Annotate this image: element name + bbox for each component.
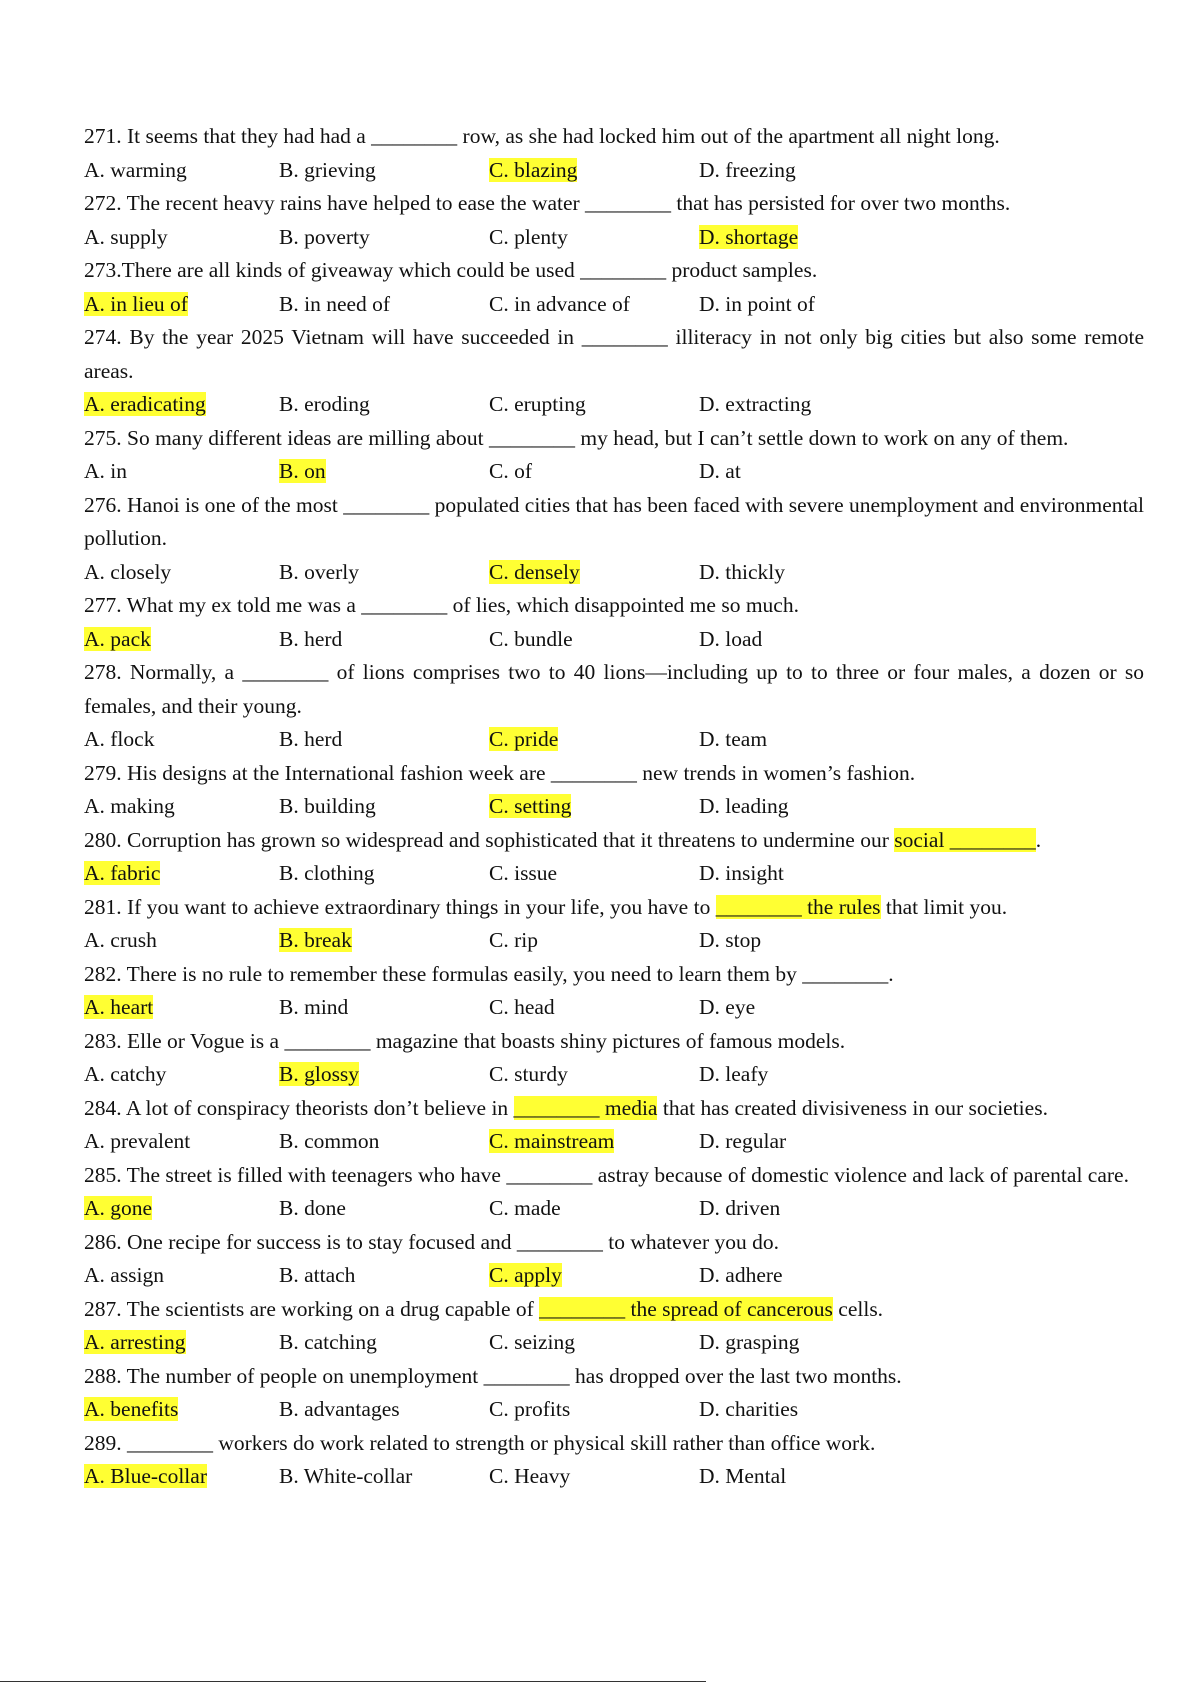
question-text: 284. A lot of conspiracy theorists don’t believe in — [84, 1095, 514, 1120]
question-stem — [84, 958, 1144, 992]
question-text: 271. It seems that they had had a ________ row, as she had locked him out of the apartment all night long. — [84, 124, 1000, 148]
answer-option: D. regular — [699, 1129, 787, 1153]
answer-option: A. crush — [84, 928, 157, 952]
option-slot — [699, 1460, 786, 1494]
question-text: 282. There is no rule to remember these formulas easily, you need to learn them by ________. — [84, 961, 894, 986]
answer-option: B. done — [279, 1196, 346, 1220]
question-text: 276. Hanoi is one of the most ________ populated cities that has been faced with severe unemployment and environmental pollution. — [84, 492, 1144, 550]
options-row — [84, 1326, 1144, 1360]
option-slot — [279, 388, 370, 422]
option-slot — [279, 221, 370, 255]
option-slot — [279, 1058, 359, 1092]
answer-option: C. of — [489, 459, 532, 483]
answer-option: B. catching — [279, 1330, 377, 1354]
options-row — [84, 556, 1144, 590]
answer-option-highlighted: B. on — [279, 459, 326, 483]
answer-option-highlighted: A. heart — [84, 995, 154, 1019]
answer-option-highlighted: C. pride — [489, 727, 559, 751]
option-slot — [84, 154, 187, 188]
option-slot — [84, 857, 160, 891]
question-text: 273.There are all kinds of giveaway which could be used ________ product samples. — [84, 258, 818, 282]
option-slot — [84, 1259, 164, 1293]
option-slot — [279, 1125, 379, 1159]
answer-option: A. supply — [84, 224, 168, 249]
footer-divider — [0, 1681, 706, 1682]
option-slot — [84, 1058, 166, 1092]
options-row — [84, 857, 1144, 891]
answer-option: C. sturdy — [489, 1062, 568, 1086]
question-text: 281. If you want to achieve extraordinary things in your life, you have to — [84, 894, 716, 919]
question-stem — [84, 1226, 1144, 1260]
options-row — [84, 154, 1144, 188]
answer-option: A. closely — [84, 559, 172, 584]
option-slot — [699, 790, 789, 824]
option-slot — [84, 924, 157, 958]
option-slot — [699, 1393, 798, 1427]
options-row — [84, 723, 1144, 757]
answer-option: D. at — [699, 459, 741, 483]
question-text: 275. So many different ideas are milling about ________ my head, but I can’t settle down to work on any of them. — [84, 425, 1069, 450]
option-slot — [84, 623, 151, 657]
answer-option: A. catchy — [84, 1062, 167, 1086]
option-slot — [699, 1058, 768, 1092]
answer-option: C. rip — [489, 928, 538, 952]
option-slot — [84, 288, 188, 322]
question-text: 286. One recipe for success is to stay focused and ________ to whatever you do. — [84, 1229, 779, 1254]
option-slot — [489, 221, 568, 255]
answer-option: B. building — [279, 794, 376, 818]
option-slot — [489, 1192, 561, 1226]
question-text: 289. ________ workers do work related to strength or physical skill rather than office work. — [84, 1430, 876, 1455]
option-slot — [489, 455, 532, 489]
option-slot — [84, 790, 175, 824]
question-text: 283. Elle or Vogue is a ________ magazine that boasts shiny pictures of famous models. — [84, 1028, 846, 1053]
options-row — [84, 790, 1144, 824]
option-slot — [489, 857, 557, 891]
question-text: 288. The number of people on unemployment ________ has dropped over the last two months. — [84, 1363, 902, 1388]
answer-option-highlighted: A. eradicating — [84, 392, 206, 416]
option-slot — [84, 1192, 152, 1226]
option-slot — [279, 1393, 400, 1427]
answer-option: B. common — [279, 1129, 380, 1153]
option-slot — [699, 388, 811, 422]
option-slot — [489, 154, 577, 188]
options-row — [84, 1259, 1144, 1293]
answer-option-highlighted: B. break — [279, 928, 352, 952]
question-stem — [84, 1025, 1144, 1059]
answer-option-highlighted: A. fabric — [84, 861, 161, 885]
options-row — [84, 388, 1144, 422]
question-stem — [84, 824, 1144, 858]
answer-option: D. stop — [699, 928, 762, 952]
option-slot — [699, 1125, 786, 1159]
answer-option: D. leading — [699, 794, 789, 818]
options-row — [84, 1460, 1144, 1494]
answer-option-highlighted: A. gone — [84, 1196, 153, 1220]
option-slot — [489, 288, 630, 322]
answer-option-highlighted: A. Blue-collar — [84, 1464, 207, 1488]
option-slot — [279, 857, 375, 891]
highlighted-phrase: ________ the spread of cancerous — [539, 1296, 833, 1321]
answer-option: B. eroding — [279, 392, 370, 416]
answer-option: D. freezing — [699, 157, 796, 182]
option-slot — [489, 1259, 562, 1293]
option-slot — [489, 388, 586, 422]
answer-option: A. making — [84, 794, 175, 818]
option-slot — [699, 1192, 780, 1226]
options-row — [84, 455, 1144, 489]
option-slot — [699, 623, 762, 657]
options-row — [84, 1192, 1144, 1226]
option-slot — [489, 991, 555, 1025]
option-slot — [279, 455, 326, 489]
question-text: 285. The street is filled with teenagers who have ________ astray because of domestic violence and lack of parental care. — [84, 1162, 1129, 1187]
answer-option: C. bundle — [489, 626, 573, 651]
highlighted-phrase: social ________ — [894, 827, 1036, 852]
option-slot — [699, 991, 755, 1025]
option-slot — [489, 1393, 570, 1427]
answer-option: D. leafy — [699, 1062, 769, 1086]
answer-option: B. overly — [279, 559, 360, 584]
answer-option: A. in — [84, 459, 127, 483]
option-slot — [489, 1326, 575, 1360]
question-text: 274. By the year 2025 Vietnam will have succeeded in ________ illiteracy in not only big cities but also some remote areas. — [84, 325, 1144, 383]
question-stem — [84, 891, 1144, 925]
option-slot — [279, 1460, 412, 1494]
question-text: 287. The scientists are working on a drug capable of — [84, 1296, 540, 1321]
option-slot — [489, 790, 571, 824]
option-slot — [489, 1460, 570, 1494]
option-slot — [84, 991, 153, 1025]
answer-option: B. grieving — [279, 157, 376, 182]
option-slot — [279, 623, 342, 657]
question-text: cells. — [832, 1296, 884, 1321]
options-row — [84, 221, 1144, 255]
question-text: 280. Corruption has grown so widespread and sophisticated that it threatens to undermine our — [84, 827, 895, 852]
option-slot — [84, 1460, 207, 1494]
option-slot — [279, 556, 359, 590]
answer-option: C. issue — [489, 861, 558, 885]
question-text: that has created divisiveness in our societies. — [657, 1095, 1048, 1120]
option-slot — [489, 1125, 614, 1159]
question-text: . — [1035, 827, 1042, 852]
option-slot — [279, 1326, 377, 1360]
option-slot — [279, 790, 376, 824]
answer-option-highlighted: C. densely — [489, 559, 580, 584]
answer-option: B. attach — [279, 1263, 356, 1287]
question-stem — [84, 757, 1144, 791]
question-text: that limit you. — [880, 894, 1008, 919]
options-row — [84, 1393, 1144, 1427]
option-slot — [699, 924, 761, 958]
answer-option: B. herd — [279, 727, 343, 751]
answer-option: A. flock — [84, 727, 155, 751]
answer-option: D. insight — [699, 861, 784, 885]
answer-option-highlighted: C. mainstream — [489, 1129, 615, 1153]
answer-option: C. made — [489, 1196, 561, 1220]
answer-option: C. seizing — [489, 1330, 575, 1354]
highlighted-phrase: ________ media — [513, 1095, 658, 1120]
answer-option: D. grasping — [699, 1330, 800, 1354]
answer-option: B. herd — [279, 626, 343, 651]
option-slot — [489, 924, 538, 958]
answer-option: A. warming — [84, 157, 187, 182]
option-slot — [699, 1259, 783, 1293]
options-row — [84, 288, 1144, 322]
answer-option-highlighted: B. glossy — [279, 1062, 360, 1086]
answer-option-highlighted: C. setting — [489, 794, 572, 818]
question-text: 278. Normally, a ________ of lions comprises two to 40 lions—including up to to three or four males, a dozen or so females, and their young. — [84, 660, 1144, 718]
answer-option: D. load — [699, 626, 763, 651]
worksheet-page — [84, 120, 1144, 1494]
question-stem — [84, 187, 1144, 221]
question-stem — [84, 1360, 1144, 1394]
answer-option: D. in point of — [699, 291, 815, 316]
option-slot — [84, 221, 168, 255]
question-stem — [84, 589, 1144, 623]
question-text: 277. What my ex told me was a ________ of lies, which disappointed me so much. — [84, 593, 799, 617]
answer-option: B. clothing — [279, 861, 375, 885]
option-slot — [699, 556, 785, 590]
answer-option: C. in advance of — [489, 291, 630, 316]
answer-option: C. head — [489, 995, 555, 1019]
option-slot — [84, 1326, 186, 1360]
answer-option: A. prevalent — [84, 1129, 191, 1153]
answer-option: B. poverty — [279, 224, 370, 249]
answer-option: C. plenty — [489, 224, 568, 249]
answer-option: D. Mental — [699, 1464, 787, 1488]
question-stem — [84, 1427, 1144, 1461]
answer-option: D. extracting — [699, 392, 812, 416]
option-slot — [699, 288, 815, 322]
options-row — [84, 991, 1144, 1025]
answer-option: D. charities — [699, 1397, 799, 1421]
question-stem — [84, 321, 1144, 388]
option-slot — [489, 723, 558, 757]
answer-option: D. adhere — [699, 1263, 783, 1287]
option-slot — [699, 221, 798, 255]
answer-option: C. profits — [489, 1397, 571, 1421]
highlighted-phrase: ________ the rules — [715, 894, 881, 919]
answer-option: C. Heavy — [489, 1464, 571, 1488]
option-slot — [699, 723, 767, 757]
option-slot — [489, 1058, 568, 1092]
options-row — [84, 1058, 1144, 1092]
option-slot — [699, 154, 796, 188]
answer-option-highlighted: A. arresting — [84, 1330, 186, 1354]
option-slot — [279, 723, 342, 757]
answer-option-highlighted: A. pack — [84, 626, 151, 651]
option-slot — [699, 455, 741, 489]
options-row — [84, 1125, 1144, 1159]
options-row — [84, 924, 1144, 958]
answer-option: D. eye — [699, 995, 756, 1019]
answer-option-highlighted: A. in lieu of — [84, 291, 188, 316]
question-stem — [84, 1159, 1144, 1193]
question-stem — [84, 1293, 1144, 1327]
option-slot — [279, 924, 352, 958]
option-slot — [84, 388, 206, 422]
answer-option: D. thickly — [699, 559, 785, 584]
question-stem — [84, 1092, 1144, 1126]
question-stem — [84, 656, 1144, 723]
answer-option: C. erupting — [489, 392, 586, 416]
answer-option: B. advantages — [279, 1397, 400, 1421]
option-slot — [84, 1393, 178, 1427]
option-slot — [84, 1125, 190, 1159]
answer-option: B. in need of — [279, 291, 391, 316]
question-text: 272. The recent heavy rains have helped to ease the water ________ that has persisted for over two months. — [84, 191, 1011, 215]
answer-option: A. assign — [84, 1263, 165, 1287]
option-slot — [84, 723, 154, 757]
option-slot — [279, 288, 390, 322]
options-row — [84, 623, 1144, 657]
option-slot — [84, 455, 127, 489]
option-slot — [489, 556, 580, 590]
answer-option-highlighted: C. apply — [489, 1263, 562, 1287]
answer-option: D. driven — [699, 1196, 781, 1220]
option-slot — [699, 857, 784, 891]
question-stem — [84, 254, 1144, 288]
question-text: 279. His designs at the International fashion week are ________ new trends in women’s fashion. — [84, 760, 916, 785]
option-slot — [279, 991, 348, 1025]
answer-option-highlighted: D. shortage — [699, 224, 799, 249]
option-slot — [699, 1326, 799, 1360]
answer-option-highlighted: C. blazing — [489, 157, 578, 182]
option-slot — [489, 623, 573, 657]
answer-option-highlighted: A. benefits — [84, 1397, 179, 1421]
option-slot — [279, 1192, 346, 1226]
question-stem — [84, 489, 1144, 556]
answer-option: D. team — [699, 727, 768, 751]
answer-option: B. mind — [279, 995, 349, 1019]
option-slot — [84, 556, 171, 590]
option-slot — [279, 1259, 355, 1293]
question-stem — [84, 120, 1144, 154]
answer-option: B. White-collar — [279, 1464, 413, 1488]
question-stem — [84, 422, 1144, 456]
option-slot — [279, 154, 376, 188]
